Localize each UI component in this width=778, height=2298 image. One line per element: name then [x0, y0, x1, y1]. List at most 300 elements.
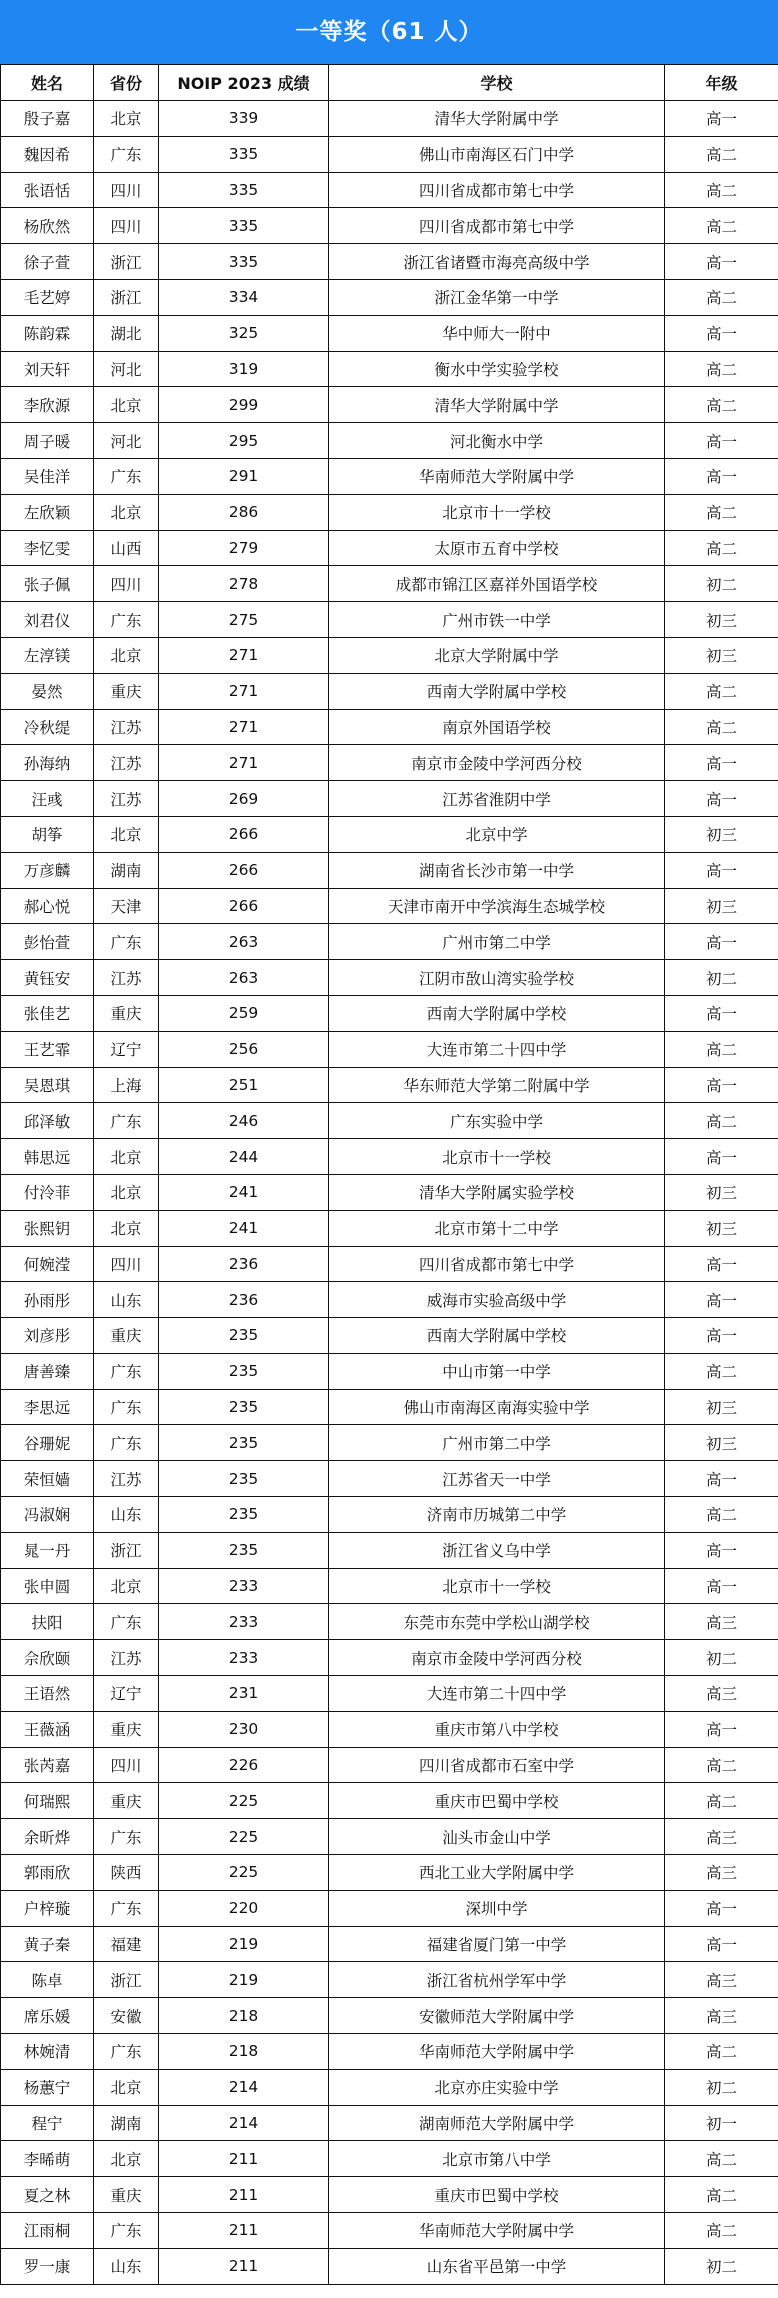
cell-name: 付泠菲	[1, 1174, 94, 1210]
cell-grade: 高三	[665, 1962, 778, 1998]
cell-grade: 高一	[665, 244, 778, 280]
table-row	[1, 1067, 778, 1103]
cell-score: 263	[159, 960, 329, 996]
table-row	[1, 351, 778, 387]
table-row	[1, 995, 778, 1031]
cell-province: 湖北	[94, 315, 159, 351]
cell-name: 佘欣颐	[1, 1640, 94, 1676]
cell-grade: 初三	[665, 637, 778, 673]
table-row	[1, 494, 778, 530]
table-row	[1, 136, 778, 172]
cell-name: 汪彧	[1, 781, 94, 817]
cell-name: 林婉清	[1, 2034, 94, 2070]
cell-school: 清华大学附属中学	[329, 101, 665, 137]
cell-score: 325	[159, 315, 329, 351]
cell-score: 211	[159, 2177, 329, 2213]
cell-name: 冯淑娴	[1, 1497, 94, 1533]
table-row	[1, 244, 778, 280]
cell-province: 北京	[94, 1174, 159, 1210]
cell-province: 山东	[94, 2248, 159, 2284]
table-row	[1, 1174, 778, 1210]
cell-grade: 高一	[665, 315, 778, 351]
cell-score: 236	[159, 1282, 329, 1318]
header-school: 学校	[329, 65, 665, 101]
cell-score: 235	[159, 1532, 329, 1568]
cell-province: 北京	[94, 101, 159, 137]
cell-school: 北京市第十二中学	[329, 1210, 665, 1246]
table-row	[1, 1819, 778, 1855]
cell-school: 西南大学附属中学校	[329, 1318, 665, 1354]
cell-school: 广州市第二中学	[329, 1425, 665, 1461]
cell-score: 299	[159, 387, 329, 423]
table-row	[1, 924, 778, 960]
cell-score: 339	[159, 101, 329, 137]
cell-school: 北京大学附属中学	[329, 637, 665, 673]
cell-score: 230	[159, 1711, 329, 1747]
cell-school: 江苏省天一中学	[329, 1461, 665, 1497]
cell-grade: 高三	[665, 1604, 778, 1640]
cell-name: 黄钰安	[1, 960, 94, 996]
cell-score: 266	[159, 852, 329, 888]
cell-grade: 高二	[665, 172, 778, 208]
cell-name: 胡筝	[1, 816, 94, 852]
cell-name: 殷子嘉	[1, 101, 94, 137]
cell-province: 重庆	[94, 1318, 159, 1354]
cell-name: 毛艺婷	[1, 279, 94, 315]
cell-grade: 高一	[665, 1139, 778, 1175]
cell-grade: 高三	[665, 1855, 778, 1891]
cell-name: 左淳镁	[1, 637, 94, 673]
cell-grade: 初二	[665, 960, 778, 996]
cell-school: 华东师范大学第二附属中学	[329, 1067, 665, 1103]
cell-school: 大连市第二十四中学	[329, 1031, 665, 1067]
award-title: 一等奖（61 人）	[0, 0, 778, 64]
cell-score: 241	[159, 1210, 329, 1246]
cell-province: 湖南	[94, 852, 159, 888]
cell-school: 浙江省杭州学军中学	[329, 1962, 665, 1998]
cell-province: 天津	[94, 888, 159, 924]
cell-school: 重庆市第八中学校	[329, 1711, 665, 1747]
header-grade: 年级	[665, 65, 778, 101]
cell-province: 福建	[94, 1926, 159, 1962]
cell-name: 刘彦彤	[1, 1318, 94, 1354]
cell-name: 彭怡萱	[1, 924, 94, 960]
cell-school: 佛山市南海区石门中学	[329, 136, 665, 172]
cell-name: 李晞萌	[1, 2141, 94, 2177]
cell-grade: 高一	[665, 1890, 778, 1926]
cell-province: 江苏	[94, 781, 159, 817]
cell-name: 户梓璇	[1, 1890, 94, 1926]
table-row	[1, 1461, 778, 1497]
cell-name: 万彦麟	[1, 852, 94, 888]
table-row	[1, 888, 778, 924]
table-row	[1, 1497, 778, 1533]
cell-score: 271	[159, 637, 329, 673]
cell-name: 张佳艺	[1, 995, 94, 1031]
cell-grade: 高一	[665, 1246, 778, 1282]
cell-score: 225	[159, 1819, 329, 1855]
cell-name: 李欣源	[1, 387, 94, 423]
cell-grade: 高一	[665, 1532, 778, 1568]
header-province: 省份	[94, 65, 159, 101]
table-row	[1, 602, 778, 638]
cell-school: 四川省成都市石室中学	[329, 1747, 665, 1783]
cell-school: 广州市第二中学	[329, 924, 665, 960]
cell-name: 谷珊妮	[1, 1425, 94, 1461]
table-row	[1, 1855, 778, 1891]
table-row	[1, 1282, 778, 1318]
cell-school: 北京市十一学校	[329, 1568, 665, 1604]
cell-score: 241	[159, 1174, 329, 1210]
table-row	[1, 1747, 778, 1783]
cell-school: 四川省成都市第七中学	[329, 208, 665, 244]
cell-province: 浙江	[94, 1532, 159, 1568]
cell-score: 233	[159, 1604, 329, 1640]
cell-school: 四川省成都市第七中学	[329, 172, 665, 208]
cell-score: 214	[159, 2069, 329, 2105]
cell-province: 北京	[94, 1139, 159, 1175]
cell-school: 太原市五育中学校	[329, 530, 665, 566]
cell-province: 江苏	[94, 1640, 159, 1676]
table-row	[1, 208, 778, 244]
cell-province: 四川	[94, 566, 159, 602]
cell-score: 246	[159, 1103, 329, 1139]
table-row	[1, 1246, 778, 1282]
cell-name: 江雨桐	[1, 2213, 94, 2249]
cell-score: 220	[159, 1890, 329, 1926]
cell-name: 刘君仪	[1, 602, 94, 638]
cell-province: 北京	[94, 816, 159, 852]
table-row	[1, 2248, 778, 2284]
cell-school: 西南大学附属中学校	[329, 673, 665, 709]
cell-score: 251	[159, 1067, 329, 1103]
cell-province: 江苏	[94, 745, 159, 781]
cell-score: 271	[159, 709, 329, 745]
cell-name: 左欣颖	[1, 494, 94, 530]
cell-score: 266	[159, 888, 329, 924]
table-row	[1, 1139, 778, 1175]
cell-grade: 高二	[665, 136, 778, 172]
cell-grade: 高一	[665, 458, 778, 494]
cell-province: 北京	[94, 2069, 159, 2105]
cell-school: 西南大学附属中学校	[329, 995, 665, 1031]
cell-grade: 高二	[665, 1783, 778, 1819]
table-row	[1, 1676, 778, 1712]
table-row	[1, 1389, 778, 1425]
cell-score: 271	[159, 745, 329, 781]
cell-grade: 高三	[665, 1998, 778, 2034]
cell-score: 226	[159, 1747, 329, 1783]
cell-grade: 高一	[665, 1318, 778, 1354]
cell-school: 深圳中学	[329, 1890, 665, 1926]
cell-name: 杨欣然	[1, 208, 94, 244]
cell-name: 陈卓	[1, 1962, 94, 1998]
cell-province: 山西	[94, 530, 159, 566]
cell-school: 北京中学	[329, 816, 665, 852]
cell-score: 211	[159, 2213, 329, 2249]
cell-school: 华南师范大学附属中学	[329, 2213, 665, 2249]
table-row	[1, 960, 778, 996]
table-row	[1, 1890, 778, 1926]
cell-score: 295	[159, 423, 329, 459]
cell-school: 华南师范大学附属中学	[329, 458, 665, 494]
cell-score: 233	[159, 1568, 329, 1604]
cell-name: 荣恒嫱	[1, 1461, 94, 1497]
cell-province: 广东	[94, 1604, 159, 1640]
cell-school: 重庆市巴蜀中学校	[329, 2177, 665, 2213]
table-row	[1, 315, 778, 351]
cell-score: 259	[159, 995, 329, 1031]
cell-score: 319	[159, 351, 329, 387]
cell-grade: 初三	[665, 1389, 778, 1425]
cell-province: 辽宁	[94, 1031, 159, 1067]
cell-grade: 高二	[665, 351, 778, 387]
cell-name: 罗一康	[1, 2248, 94, 2284]
table-row	[1, 1711, 778, 1747]
table-row	[1, 2105, 778, 2141]
cell-school: 福建省厦门第一中学	[329, 1926, 665, 1962]
cell-score: 275	[159, 602, 329, 638]
cell-name: 席乐媛	[1, 1998, 94, 2034]
cell-score: 235	[159, 1389, 329, 1425]
cell-score: 244	[159, 1139, 329, 1175]
table-row	[1, 2213, 778, 2249]
cell-grade: 初二	[665, 2069, 778, 2105]
table-row	[1, 852, 778, 888]
cell-school: 江阴市敔山湾实验学校	[329, 960, 665, 996]
cell-score: 271	[159, 673, 329, 709]
cell-name: 杨蕙宁	[1, 2069, 94, 2105]
cell-name: 周子暖	[1, 423, 94, 459]
cell-score: 263	[159, 924, 329, 960]
cell-grade: 高二	[665, 709, 778, 745]
cell-province: 上海	[94, 1067, 159, 1103]
cell-name: 冷秋缇	[1, 709, 94, 745]
cell-province: 重庆	[94, 1783, 159, 1819]
cell-school: 南京外国语学校	[329, 709, 665, 745]
cell-province: 北京	[94, 2141, 159, 2177]
table-row	[1, 781, 778, 817]
cell-province: 广东	[94, 602, 159, 638]
cell-name: 晏然	[1, 673, 94, 709]
cell-school: 重庆市巴蜀中学校	[329, 1783, 665, 1819]
table-row	[1, 1604, 778, 1640]
cell-name: 张子佩	[1, 566, 94, 602]
cell-name: 邱泽敏	[1, 1103, 94, 1139]
cell-school: 广东实验中学	[329, 1103, 665, 1139]
cell-score: 225	[159, 1855, 329, 1891]
cell-province: 北京	[94, 637, 159, 673]
cell-province: 广东	[94, 136, 159, 172]
cell-school: 广州市铁一中学	[329, 602, 665, 638]
cell-name: 唐善臻	[1, 1353, 94, 1389]
cell-grade: 高三	[665, 1676, 778, 1712]
cell-school: 威海市实验高级中学	[329, 1282, 665, 1318]
cell-score: 266	[159, 816, 329, 852]
cell-grade: 高一	[665, 1926, 778, 1962]
cell-province: 浙江	[94, 279, 159, 315]
cell-score: 219	[159, 1926, 329, 1962]
cell-name: 何婉滢	[1, 1246, 94, 1282]
cell-score: 278	[159, 566, 329, 602]
table-row	[1, 1998, 778, 2034]
table-row	[1, 1318, 778, 1354]
cell-grade: 高三	[665, 1819, 778, 1855]
table-row	[1, 387, 778, 423]
cell-score: 235	[159, 1497, 329, 1533]
table-row	[1, 2177, 778, 2213]
cell-grade: 高二	[665, 1747, 778, 1783]
table-row	[1, 1962, 778, 1998]
cell-province: 四川	[94, 208, 159, 244]
table-row	[1, 2034, 778, 2070]
cell-score: 233	[159, 1640, 329, 1676]
cell-school: 济南市历城第二中学	[329, 1497, 665, 1533]
table-header-row	[1, 65, 778, 101]
cell-province: 山东	[94, 1497, 159, 1533]
cell-grade: 初三	[665, 602, 778, 638]
cell-grade: 高一	[665, 1461, 778, 1497]
table-row	[1, 566, 778, 602]
cell-province: 江苏	[94, 709, 159, 745]
cell-name: 夏之林	[1, 2177, 94, 2213]
cell-grade: 高一	[665, 852, 778, 888]
table-row	[1, 1568, 778, 1604]
cell-school: 华南师范大学附属中学	[329, 2034, 665, 2070]
cell-grade: 高一	[665, 423, 778, 459]
cell-province: 北京	[94, 494, 159, 530]
cell-school: 中山市第一中学	[329, 1353, 665, 1389]
cell-score: 269	[159, 781, 329, 817]
cell-name: 孙雨彤	[1, 1282, 94, 1318]
table-row	[1, 637, 778, 673]
cell-score: 235	[159, 1425, 329, 1461]
cell-school: 东莞市东莞中学松山湖学校	[329, 1604, 665, 1640]
table-row	[1, 1783, 778, 1819]
cell-province: 广东	[94, 458, 159, 494]
cell-name: 吴恩琪	[1, 1067, 94, 1103]
cell-grade: 高一	[665, 1711, 778, 1747]
cell-score: 235	[159, 1318, 329, 1354]
cell-name: 李忆雯	[1, 530, 94, 566]
cell-grade: 初三	[665, 1174, 778, 1210]
table-row	[1, 2069, 778, 2105]
cell-grade: 初三	[665, 1425, 778, 1461]
cell-province: 广东	[94, 2034, 159, 2070]
cell-grade: 初一	[665, 2105, 778, 2141]
cell-grade: 高二	[665, 1497, 778, 1533]
cell-province: 广东	[94, 924, 159, 960]
header-score: NOIP 2023 成绩	[159, 65, 329, 101]
cell-province: 广东	[94, 1890, 159, 1926]
table-row	[1, 1031, 778, 1067]
cell-score: 334	[159, 279, 329, 315]
cell-province: 湖南	[94, 2105, 159, 2141]
cell-grade: 高二	[665, 530, 778, 566]
cell-grade: 高二	[665, 494, 778, 530]
table-row	[1, 673, 778, 709]
cell-name: 魏因希	[1, 136, 94, 172]
cell-grade: 高二	[665, 387, 778, 423]
cell-score: 335	[159, 172, 329, 208]
cell-grade: 高二	[665, 1103, 778, 1139]
cell-name: 余昕烨	[1, 1819, 94, 1855]
cell-province: 重庆	[94, 2177, 159, 2213]
cell-school: 北京市第八中学	[329, 2141, 665, 2177]
cell-school: 大连市第二十四中学	[329, 1676, 665, 1712]
cell-grade: 高一	[665, 1067, 778, 1103]
table-row	[1, 279, 778, 315]
cell-grade: 高一	[665, 745, 778, 781]
cell-school: 浙江省诸暨市海亮高级中学	[329, 244, 665, 280]
table-row	[1, 1210, 778, 1246]
table-row	[1, 816, 778, 852]
cell-school: 北京市十一学校	[329, 494, 665, 530]
cell-province: 北京	[94, 1210, 159, 1246]
cell-grade: 初二	[665, 1640, 778, 1676]
cell-grade: 高二	[665, 208, 778, 244]
cell-school: 四川省成都市第七中学	[329, 1246, 665, 1282]
cell-grade: 高二	[665, 2141, 778, 2177]
table-row	[1, 1425, 778, 1461]
cell-school: 华中师大一附中	[329, 315, 665, 351]
cell-score: 291	[159, 458, 329, 494]
cell-name: 张申圆	[1, 1568, 94, 1604]
cell-score: 214	[159, 2105, 329, 2141]
cell-name: 韩思远	[1, 1139, 94, 1175]
cell-province: 北京	[94, 387, 159, 423]
cell-school: 安徽师范大学附属中学	[329, 1998, 665, 2034]
table-row	[1, 1103, 778, 1139]
table-row	[1, 423, 778, 459]
cell-province: 北京	[94, 1568, 159, 1604]
cell-province: 广东	[94, 2213, 159, 2249]
cell-province: 江苏	[94, 960, 159, 996]
table-row	[1, 101, 778, 137]
cell-score: 235	[159, 1353, 329, 1389]
cell-province: 广东	[94, 1103, 159, 1139]
cell-province: 广东	[94, 1819, 159, 1855]
cell-province: 广东	[94, 1425, 159, 1461]
table-row	[1, 2141, 778, 2177]
table-row	[1, 745, 778, 781]
cell-name: 李思远	[1, 1389, 94, 1425]
cell-school: 北京亦庄实验中学	[329, 2069, 665, 2105]
cell-province: 四川	[94, 172, 159, 208]
cell-score: 279	[159, 530, 329, 566]
cell-province: 江苏	[94, 1461, 159, 1497]
cell-province: 山东	[94, 1282, 159, 1318]
cell-name: 张芮嘉	[1, 1747, 94, 1783]
cell-score: 211	[159, 2141, 329, 2177]
cell-name: 张熙钥	[1, 1210, 94, 1246]
cell-grade: 高二	[665, 279, 778, 315]
cell-province: 广东	[94, 1353, 159, 1389]
cell-name: 孙海纳	[1, 745, 94, 781]
table-row	[1, 458, 778, 494]
cell-score: 231	[159, 1676, 329, 1712]
cell-grade: 高一	[665, 995, 778, 1031]
cell-school: 湖南省长沙市第一中学	[329, 852, 665, 888]
cell-score: 335	[159, 208, 329, 244]
cell-province: 辽宁	[94, 1676, 159, 1712]
cell-province: 重庆	[94, 673, 159, 709]
table-row	[1, 172, 778, 208]
cell-name: 郝心悦	[1, 888, 94, 924]
table-row	[1, 1353, 778, 1389]
cell-grade: 高一	[665, 924, 778, 960]
cell-score: 211	[159, 2248, 329, 2284]
